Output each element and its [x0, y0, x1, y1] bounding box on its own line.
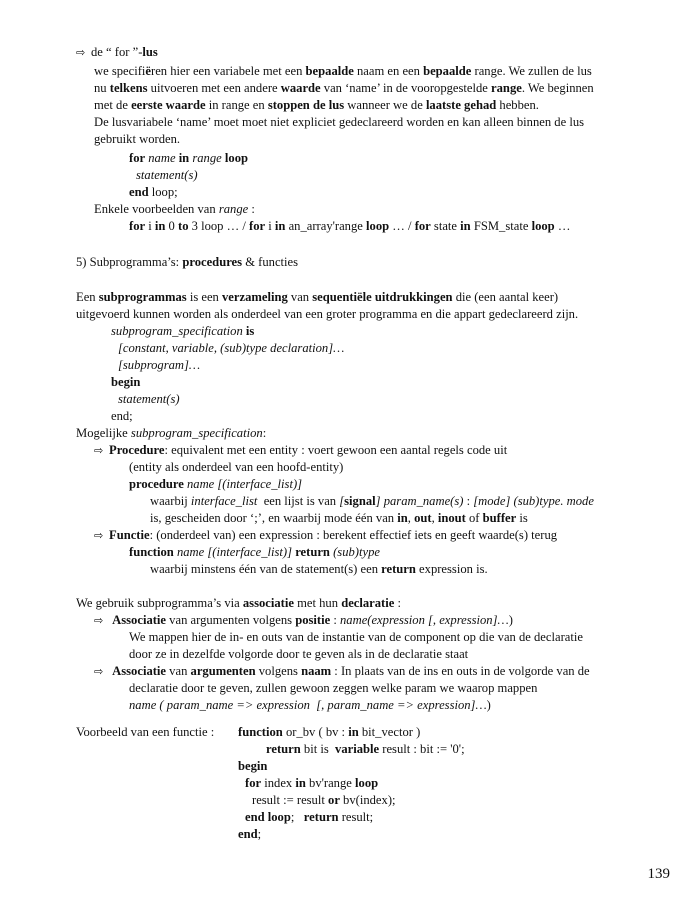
- code-line: function or_bv ( bv : in bit_vector ): [238, 725, 421, 739]
- association-name-line: name ( param_name => expression [, param_name => expression]…): [129, 698, 491, 712]
- code-line: for name in range loop: [129, 151, 249, 165]
- code-line: begin: [238, 759, 268, 773]
- for-loop-text-line: nu telkens uitvoeren met een andere waarde van ‘name’ in de vooropgestelde range. We beginnen: [94, 81, 594, 95]
- code-line: end loop; return result;: [245, 810, 374, 824]
- association-position-line: We mappen hier de in- en outs van de instantie van de component op die van de declaratie: [129, 630, 583, 644]
- example-label: Voorbeeld van een functie :: [76, 725, 215, 739]
- code-line: statement(s): [136, 168, 198, 182]
- code-line: [constant, variable, (sub)type declaration]…: [118, 341, 345, 355]
- for-loop-text-line: gebruikt worden.: [94, 132, 181, 146]
- intro-line: uitgevoerd kunnen worden als onderdeel van een groter programma en die appart gedeclareerd zijn.: [76, 307, 579, 321]
- possible-spec-label: Mogelijke subprogram_specification:: [76, 426, 267, 440]
- code-line: statement(s): [118, 392, 180, 406]
- function-line: ⇨ Functie: (onderdeel van) een expression : berekent effectief iets en geeft waarde(s) terug: [94, 527, 557, 544]
- for-loop-text-line: De lusvariabele ‘name’ moet moet niet expliciet gedeclareerd worden en kan alleen binnen de lus: [94, 115, 585, 129]
- code-line: end;: [238, 827, 262, 841]
- procedure-line: is, gescheiden door ‘;’, en waarbij mode één van in, out, inout of buffer is: [150, 511, 528, 525]
- association-position-line: door ze in dezelfde volgorde door te geven als in de declaratie staat: [129, 647, 469, 661]
- association-position-line: ⇨ Associatie van argumenten volgens positie : name(expression [, expression]…): [94, 612, 513, 629]
- for-loop-text-line: we specifiëren hier een variabele met een bepaalde naam en een bepaalde range. We zullen de lus: [94, 64, 592, 78]
- procedure-line: ⇨ Procedure: equivalent met een entity : voert gewoon een aantal regels code uit: [94, 442, 507, 459]
- code-line: begin: [111, 375, 141, 389]
- arrow-right-outline-icon: ⇨: [94, 529, 104, 542]
- association-name-line: declaratie door te geven, zullen gewoon zeggen welke param we waarop mappen: [129, 681, 538, 695]
- for-loop-heading: ⇨ de “ for ”-lus: [76, 44, 158, 61]
- arrow-right-outline-icon: ⇨: [94, 444, 104, 457]
- procedure-line: (entity als onderdeel van een hoofd-entity): [129, 460, 344, 474]
- function-line: waarbij minstens één van de statement(s) een return expression is.: [150, 562, 488, 576]
- procedure-line: waarbij interface_list een lijst is van [signal] param_name(s) : [mode] (sub)type. mode: [150, 494, 594, 508]
- code-line: procedure name [(interface_list)]: [129, 477, 303, 491]
- arrow-right-outline-icon: ⇨: [94, 614, 104, 627]
- examples-label: Enkele voorbeelden van range :: [94, 202, 255, 216]
- association-intro: We gebruik subprogramma’s via associatie met hun declaratie :: [76, 596, 401, 610]
- arrow-right-outline-icon: ⇨: [94, 665, 104, 678]
- code-line: end;: [111, 409, 133, 423]
- code-line: [subprogram]…: [118, 358, 201, 372]
- code-line: for index in bv'range loop: [245, 776, 379, 790]
- arrow-right-outline-icon: ⇨: [76, 46, 86, 59]
- code-line: return bit is variable result : bit := '0';: [266, 742, 465, 756]
- examples-line: for i in 0 to 3 loop … / for i in an_array'range loop … / for state in FSM_state loop …: [129, 219, 571, 233]
- section-heading: 5) Subprogramma’s: procedures & functies: [76, 255, 299, 269]
- code-line: function name [(interface_list)] return (sub)type: [129, 545, 380, 559]
- intro-line: Een subprogrammas is een verzameling van sequentiële uitdrukkingen die (een aantal keer): [76, 290, 559, 304]
- association-name-line: ⇨ Associatie van argumenten volgens naam : In plaats van de ins en outs in de volgorde van de: [94, 663, 590, 680]
- code-line: end loop;: [129, 185, 178, 199]
- for-loop-text-line: met de eerste waarde in range en stoppen de lus wanneer we de laatste gehad hebben.: [94, 98, 539, 112]
- code-line: result := result or bv(index);: [252, 793, 396, 807]
- code-line: subprogram_specification is: [111, 324, 255, 338]
- page-number: 139: [647, 866, 670, 882]
